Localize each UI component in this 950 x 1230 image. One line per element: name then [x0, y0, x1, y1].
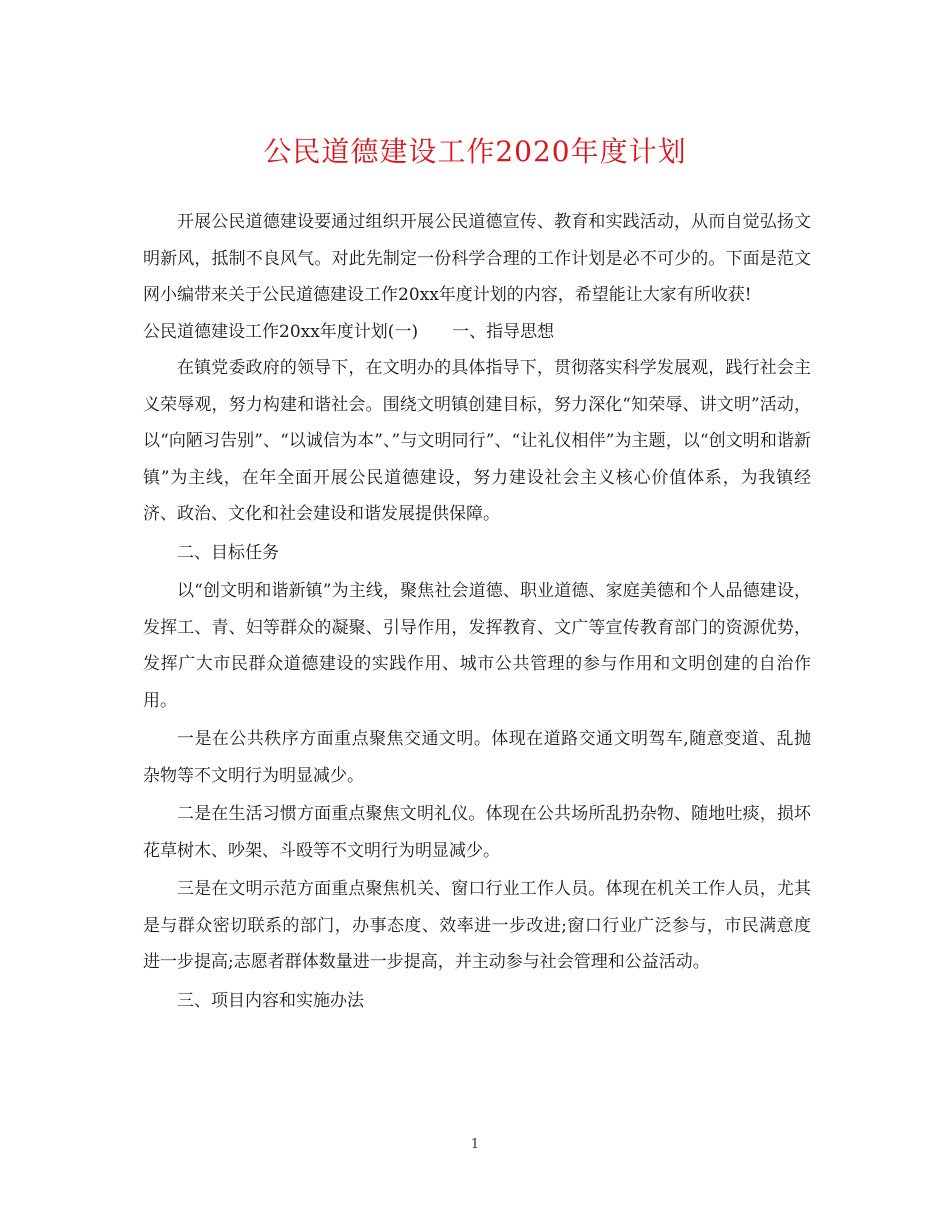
- page-number: 1: [470, 1137, 480, 1152]
- paragraph-point-two: 二是在生活习惯方面重点聚焦文明礼仪。体现在公共场所乱扔杂物、随地吐痰，损坏花草树木、吵架、斗殴等不文明行为明显减少。: [143, 804, 811, 861]
- paragraph-point-one: 一是在公共秩序方面重点聚焦交通文明。体现在道路交通文明驾车,随意变道、乱抛杂物等不文明行为明显减少。: [143, 729, 811, 786]
- paragraph-plan-heading: 公民道德建设工作20xx年度计划(一) 一、指导思想: [143, 321, 555, 342]
- document-body: [143, 204, 811, 1019]
- paragraph-point-three: 三是在文明示范方面重点聚焦机关、窗口行业工作人员。体现在机关工作人员，尤其是与群众密切联系的部门，办事态度、效率进一步改进;窗口行业广泛参与，市民满意度进一步提高;志愿者群体数量进一步提高，并主动参与社会管理和公益活动。: [143, 879, 811, 972]
- paragraph-intro: 开展公民道德建设要通过组织开展公民道德宣传、教育和实践活动，从而自觉弘扬文明新风，抵制不良风气。对此先制定一份科学合理的工作计划是必不可少的。下面是范文网小编带来关于公民道德建设工作20xx年度计划的内容，希望能让大家有所收获!: [143, 212, 811, 305]
- paragraph-guiding-ideology: 在镇党委政府的领导下，在文明办的具体指导下，贯彻落实科学发展观，践行社会主义荣辱观，努力构建和谐社会。围绕文明镇创建目标，努力深化“知荣辱、讲文明”活动，以“向陋习告别”、“以诚信为本”、”与文明同行”、“让礼仪相伴”为主题，以“创文明和谐新镇”为主线，在年全面开展公民道德建设，努力建设社会主义核心价值体系，为我镇经济、政治、文化和社会建设和谐发展提供保障。: [143, 358, 811, 524]
- section-heading-goals: 二、目标任务: [177, 542, 279, 563]
- document-title: 公民道德建设工作2020年度计划: [263, 135, 687, 168]
- section-heading-projects: 三、项目内容和实施办法: [177, 990, 364, 1011]
- paragraph-goals: 以“创文明和谐新镇”为主线，聚焦社会道德、职业道德、家庭美德和个人品德建设，发挥工、青、妇等群众的凝聚、引导作用，发挥教育、文广等宣传教育部门的资源优势，发挥广大市民群众道德建设的实践作用、城市公共管理的参与作用和文明创建的自治作用。: [143, 581, 811, 711]
